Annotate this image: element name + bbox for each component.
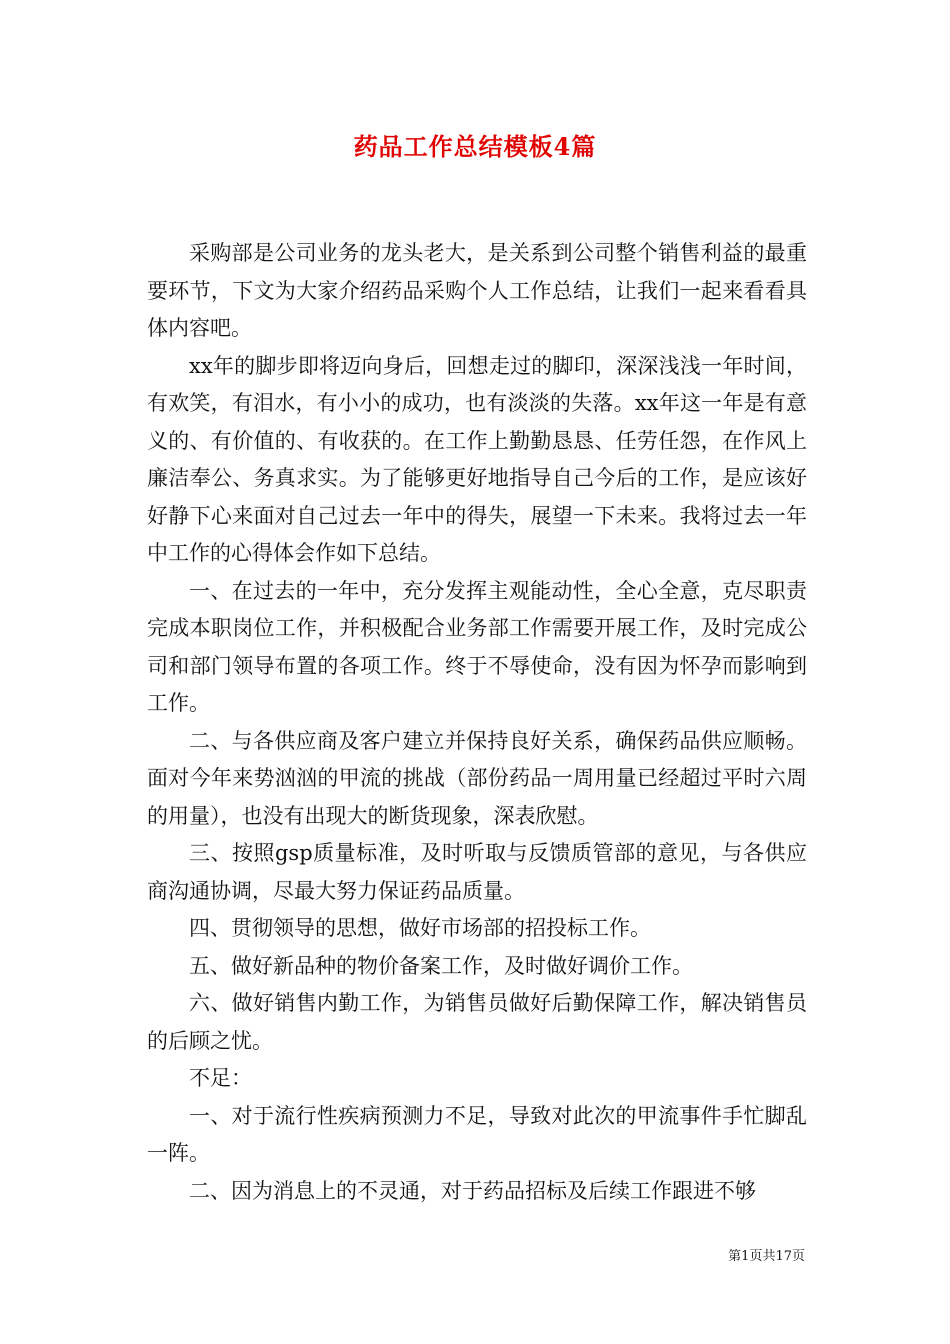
paragraph: xx年的脚步即将迈向身后，回想走过的脚印，深深浅浅一年时间，有欢笑，有泪水，有小小的成功，也有淡淡的失落。xx年这一年是有意义的、有价值的、有收获的。在工作上勤勤恳恳、任劳任怨，在作风上廉洁奉公、务真求实。为了能够更好地指导自己今后的工作，是应该好好静下心来面对自己过去一年中的得失，展望一下未来。我将过去一年中工作的心得体会作如下总结。 (147, 353, 807, 565)
paragraph: 二、与各供应商及客户建立并保持良好关系，确保药品供应顺畅。面对今年来势汹汹的甲流的挑战（部份药品一周用量已经超过平时六周的用量），也没有出现大的断货现象，深表欣慰。 (147, 728, 807, 828)
paragraph: 采购部是公司业务的龙头老大，是关系到公司整个销售利益的最重要环节，下文为大家介绍药品采购个人工作总结，让我们一起来看看具体内容吧。 (147, 241, 807, 340)
paragraph: 一、在过去的一年中，充分发挥主观能动性，全心全意，克尽职责完成本职岗位工作，并积极配合业务部工作需要开展工作，及时完成公司和部门领导布置的各项工作。终于不辱使命，没有因为怀孕而影响到工作。 (147, 578, 807, 715)
paragraph: 五、做好新品种的物价备案工作，及时做好调价工作。 (189, 953, 693, 978)
page-number: 第1页共17页 (728, 1249, 805, 1264)
paragraph: 不足： (189, 1066, 252, 1090)
document-title: 药品工作总结模板4篇 (353, 132, 597, 161)
paragraph: 一、对于流行性疾病预测力不足，导致对此次的甲流事件手忙脚乱一阵。 (147, 1103, 807, 1165)
paragraph: 三、按照gsp质量标准，及时听取与反馈质管部的意见，与各供应商沟通协调，尽最大努力保证药品质量。 (147, 841, 807, 903)
paragraph: 六、做好销售内勤工作，为销售员做好后勤保障工作，解决销售员的后顾之忧。 (147, 991, 807, 1053)
document-body (147, 235, 807, 1210)
paragraph: 四、贯彻领导的思想，做好市场部的招投标工作。 (189, 916, 651, 940)
paragraph: 二、因为消息上的不灵通，对于药品招标及后续工作跟进不够 (189, 1178, 756, 1203)
